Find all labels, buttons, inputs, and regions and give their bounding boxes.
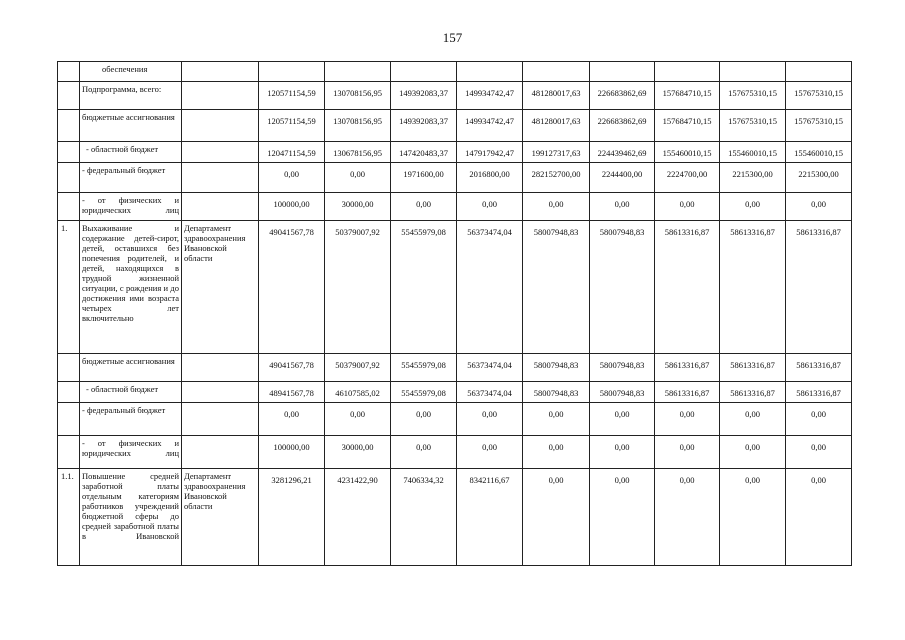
amount-cell: 0,00 [786,403,852,436]
amount-cell: 58613316,87 [720,382,786,403]
page-number: 157 [442,30,463,45]
amount-cell: 149934742,47 [457,110,523,142]
amount-cell: 2244400,00 [590,163,655,193]
amount-cell: 48941567,78 [259,382,325,403]
amount-cell: 58613316,87 [786,221,852,354]
row-number [58,436,80,469]
amount-cell: 2215300,00 [786,163,852,193]
amount-cell: 0,00 [786,193,852,221]
amount-cell: 0,00 [590,193,655,221]
amount-cell: 55455979,08 [391,221,457,354]
amount-cell: 0,00 [391,403,457,436]
amount-cell [720,62,786,82]
amount-cell: 50379007,92 [325,354,391,382]
amount-cell: 58007948,83 [523,354,590,382]
amount-cell: 155460010,15 [786,142,852,163]
amount-cell: 120571154,59 [259,110,325,142]
responsible-department [182,110,259,142]
amount-cell: 120571154,59 [259,82,325,110]
amount-cell: 0,00 [325,403,391,436]
responsible-department: Департамент здравоохранения Ивановской области [182,221,259,354]
table-row [58,469,852,566]
amount-cell: 58613316,87 [720,354,786,382]
row-number [58,382,80,403]
amount-cell: 0,00 [720,193,786,221]
responsible-department: Департамент здравоохранения Ивановской области [182,469,259,566]
responsible-department [182,354,259,382]
amount-cell: 130708156,95 [325,82,391,110]
row-label: бюджетные ассигнования [80,110,182,142]
amount-cell: 4231422,90 [325,469,391,566]
amount-cell: 55455979,08 [391,382,457,403]
amount-cell: 0,00 [590,403,655,436]
amount-cell: 58613316,87 [655,382,720,403]
row-number [58,110,80,142]
amount-cell: 30000,00 [325,193,391,221]
amount-cell: 149934742,47 [457,82,523,110]
responsible-department [182,163,259,193]
amount-cell: 0,00 [523,436,590,469]
responsible-department [182,82,259,110]
amount-cell: 2215300,00 [720,163,786,193]
amount-cell: 49041567,78 [259,354,325,382]
amount-cell: 0,00 [786,469,852,566]
row-label: бюджетные ассигнования [80,354,182,382]
responsible-department [182,193,259,221]
row-number [58,193,80,221]
amount-cell: 0,00 [259,163,325,193]
amount-cell: 0,00 [523,403,590,436]
amount-cell: 58613316,87 [655,221,720,354]
amount-cell: 0,00 [720,403,786,436]
amount-cell: 157675310,15 [720,110,786,142]
budget-table [57,61,852,566]
amount-cell: 3281296,21 [259,469,325,566]
amount-cell: 157675310,15 [720,82,786,110]
amount-cell: 282152700,00 [523,163,590,193]
amount-cell: 1971600,00 [391,163,457,193]
amount-cell: 155460010,15 [655,142,720,163]
amount-cell: 2224700,00 [655,163,720,193]
amount-cell: 0,00 [523,193,590,221]
amount-cell: 481280017,63 [523,82,590,110]
table-row [58,193,852,221]
amount-cell: 149392083,37 [391,110,457,142]
row-label: - федеральный бюджет [80,163,182,193]
amount-cell: 157675310,15 [786,82,852,110]
table-row [58,382,852,403]
row-label: - областной бюджет [80,382,182,403]
table-row [58,163,852,193]
amount-cell: 0,00 [457,193,523,221]
amount-cell [655,62,720,82]
amount-cell: 226683862,69 [590,82,655,110]
amount-cell [325,62,391,82]
table-row [58,403,852,436]
amount-cell: 100000,00 [259,193,325,221]
row-number [58,354,80,382]
amount-cell: 224439462,69 [590,142,655,163]
amount-cell: 0,00 [655,469,720,566]
responsible-department [182,436,259,469]
amount-cell: 155460010,15 [720,142,786,163]
table-row [58,221,852,354]
amount-cell: 50379007,92 [325,221,391,354]
table-row [58,62,852,82]
amount-cell: 149392083,37 [391,82,457,110]
row-number [58,163,80,193]
amount-cell: 58007948,83 [590,382,655,403]
amount-cell: 55455979,08 [391,354,457,382]
row-number [58,403,80,436]
amount-cell: 0,00 [325,163,391,193]
amount-cell: 56373474,04 [457,221,523,354]
amount-cell: 0,00 [720,436,786,469]
row-label: - федеральный бюджет [80,403,182,436]
amount-cell: 58007948,83 [590,354,655,382]
amount-cell: 0,00 [391,436,457,469]
amount-cell: 58613316,87 [786,354,852,382]
amount-cell [590,62,655,82]
row-number [58,82,80,110]
amount-cell: 226683862,69 [590,110,655,142]
amount-cell: 49041567,78 [259,221,325,354]
row-label: - от физических и юридических лиц [80,436,182,469]
amount-cell: 130678156,95 [325,142,391,163]
amount-cell: 0,00 [590,469,655,566]
row-number: 1. [58,221,80,354]
table-row [58,82,852,110]
amount-cell: 130708156,95 [325,110,391,142]
row-label: Повышение средней заработной платы отдельным категориям работников учреждений бюджетной сферы до средней заработной платы в Ивановской [80,469,182,566]
amount-cell: 481280017,63 [523,110,590,142]
amount-cell: 199127317,63 [523,142,590,163]
amount-cell: 0,00 [590,436,655,469]
amount-cell: 46107585,02 [325,382,391,403]
amount-cell: 58007948,83 [523,382,590,403]
amount-cell: 0,00 [720,469,786,566]
table-row [58,436,852,469]
amount-cell: 100000,00 [259,436,325,469]
amount-cell: 58613316,87 [786,382,852,403]
amount-cell: 8342116,67 [457,469,523,566]
amount-cell: 0,00 [457,436,523,469]
amount-cell: 2016800,00 [457,163,523,193]
amount-cell: 58613316,87 [655,354,720,382]
amount-cell: 0,00 [391,193,457,221]
responsible-department [182,142,259,163]
table-row [58,142,852,163]
responsible-department [182,382,259,403]
amount-cell: 0,00 [457,403,523,436]
amount-cell: 7406334,32 [391,469,457,566]
row-label: - от физических и юридических лиц [80,193,182,221]
amount-cell [457,62,523,82]
amount-cell: 157684710,15 [655,82,720,110]
amount-cell: 0,00 [655,436,720,469]
amount-cell: 0,00 [655,193,720,221]
amount-cell: 157675310,15 [786,110,852,142]
amount-cell: 0,00 [655,403,720,436]
amount-cell [391,62,457,82]
responsible-department [182,62,259,82]
amount-cell: 58007948,83 [523,221,590,354]
amount-cell: 58007948,83 [590,221,655,354]
row-label: - областной бюджет [80,142,182,163]
row-label: Подпрограмма, всего: [80,82,182,110]
amount-cell [523,62,590,82]
row-label: обеспечения [80,62,182,82]
amount-cell: 147917942,47 [457,142,523,163]
amount-cell: 157684710,15 [655,110,720,142]
amount-cell: 0,00 [786,436,852,469]
amount-cell: 56373474,04 [457,354,523,382]
amount-cell: 56373474,04 [457,382,523,403]
amount-cell: 147420483,37 [391,142,457,163]
amount-cell: 0,00 [259,403,325,436]
amount-cell: 0,00 [523,469,590,566]
amount-cell: 30000,00 [325,436,391,469]
row-label: Выхаживание и содержание детей-сирот, детей, оставшихся без попечения родителей, и детей, находящихся в трудной жизненной ситуации, с рождения и до достижения ими возраста четырех лет включительно [80,221,182,354]
responsible-department [182,403,259,436]
table-row [58,354,852,382]
amount-cell [259,62,325,82]
table-row [58,110,852,142]
row-number [58,142,80,163]
row-number [58,62,80,82]
amount-cell: 58613316,87 [720,221,786,354]
row-number: 1.1. [58,469,80,566]
amount-cell: 120471154,59 [259,142,325,163]
amount-cell [786,62,852,82]
